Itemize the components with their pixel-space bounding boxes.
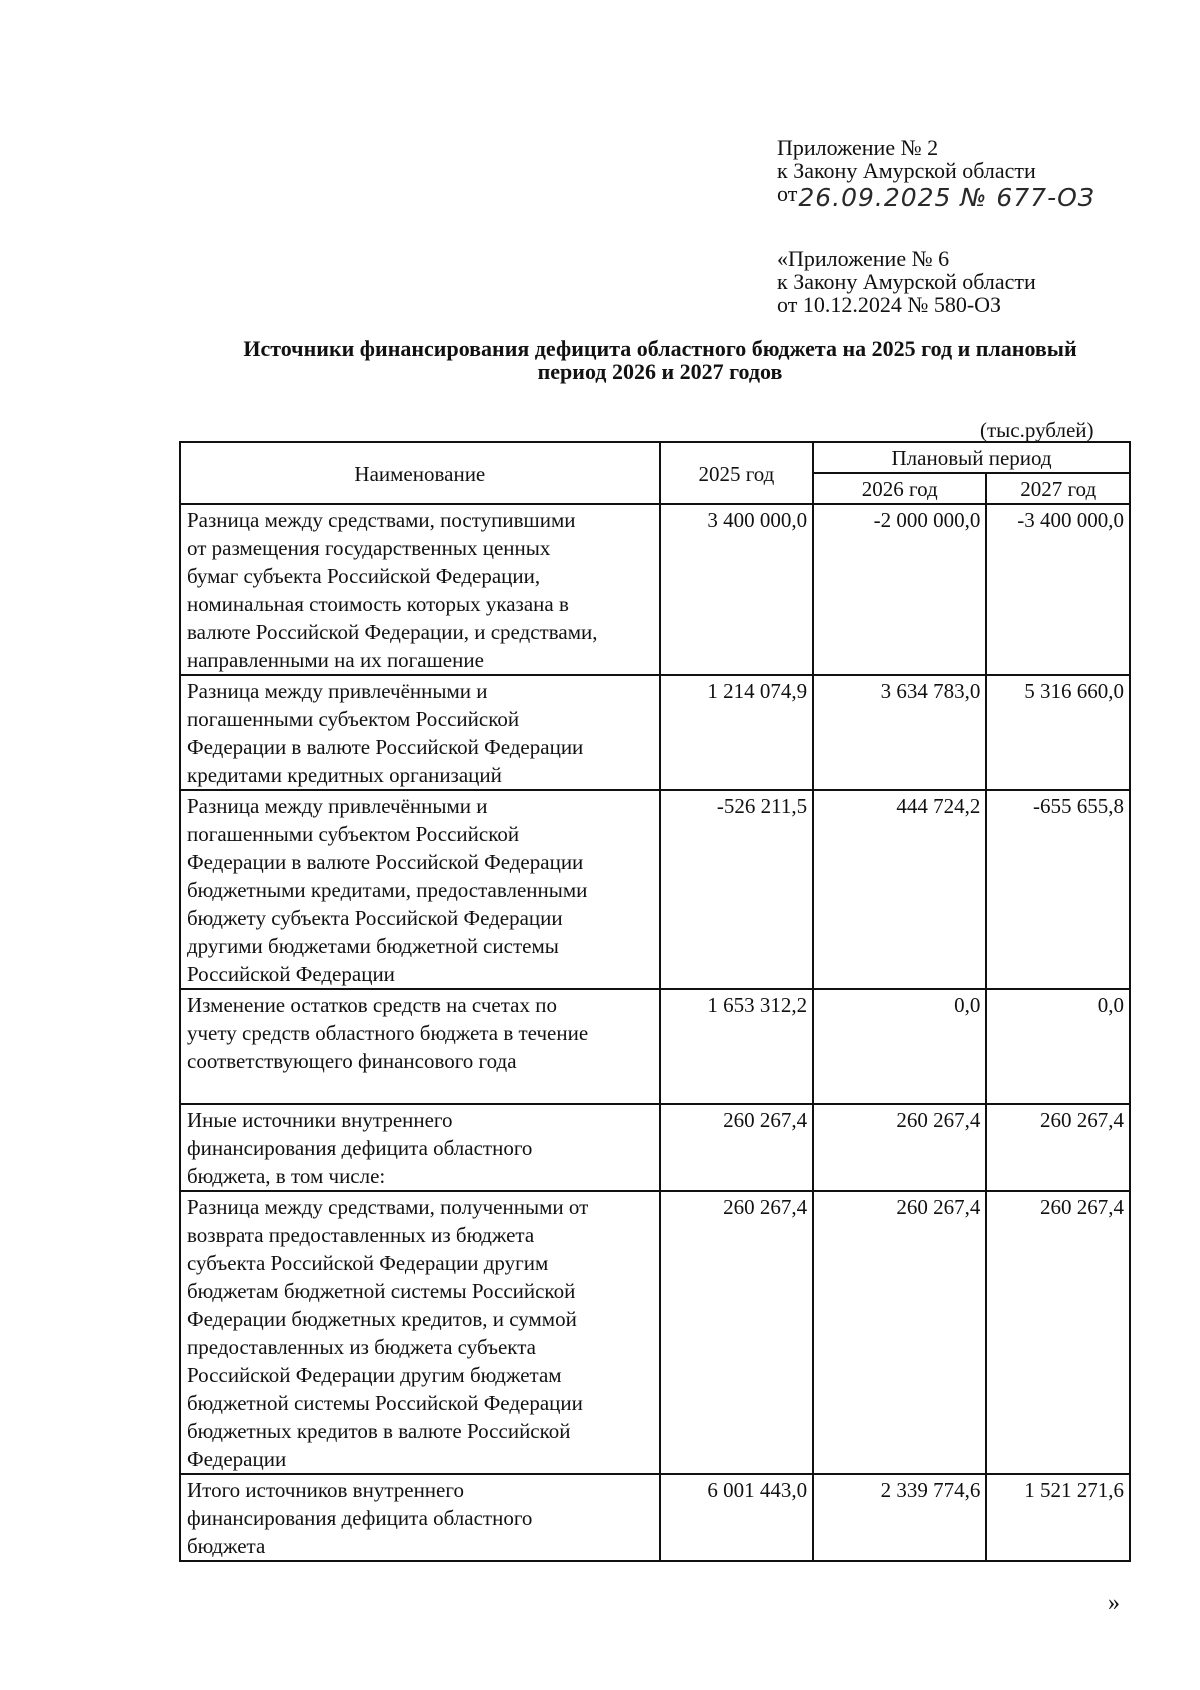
value-2026: 444 724,2 (813, 790, 986, 989)
row-name-line: возврата предоставленных из бюджета (187, 1223, 535, 1247)
appendix-2-date-prefix: от (777, 181, 798, 206)
row-name-line: кредитами кредитных организаций (187, 763, 502, 787)
row-name-line: бумаг субъекта Российской Федерации, (187, 564, 541, 588)
row-name-line: Иные источники внутреннего (187, 1108, 453, 1132)
row-name (180, 1104, 660, 1191)
row-name-line: предоставленных из бюджета субъекта (187, 1335, 536, 1359)
table-body (180, 504, 1130, 1561)
value-2027: 1 521 271,6 (986, 1474, 1130, 1561)
value-2026: 3 634 783,0 (813, 675, 986, 790)
value-2025: 6 001 443,0 (660, 1474, 813, 1561)
row-name-line (187, 1075, 653, 1103)
row-name-line: бюджету субъекта Российской Федерации (187, 906, 563, 930)
row-name-line: погашенными субъектом Российской (187, 822, 520, 846)
row-name (180, 790, 660, 989)
row-name-line: Разница между привлечёнными и (187, 794, 488, 818)
appendix-2-law: к Закону Амурской области (777, 158, 1036, 183)
value-2027: -3 400 000,0 (986, 504, 1130, 675)
value-2026: -2 000 000,0 (813, 504, 986, 675)
header-2026: 2026 год (813, 473, 986, 504)
table-row (180, 790, 1130, 989)
closing-quote-mark: » (1108, 1590, 1120, 1616)
value-2025: 3 400 000,0 (660, 504, 813, 675)
value-2025: 1 653 312,2 (660, 989, 813, 1104)
row-name (180, 989, 660, 1104)
row-name-line: номинальная стоимость которых указана в (187, 592, 569, 616)
appendix-6-title: «Приложение № 6 (777, 246, 950, 271)
row-name-line: субъекта Российской Федерации другим (187, 1251, 549, 1275)
value-2026: 2 339 774,6 (813, 1474, 986, 1561)
row-name-line: валюте Российской Федерации, и средствами, (187, 620, 598, 644)
table-row (180, 1191, 1130, 1474)
value-2026: 260 267,4 (813, 1104, 986, 1191)
row-name (180, 1474, 660, 1561)
row-name-line: бюджета, в том числе: (187, 1164, 386, 1188)
row-name-line: соответствующего финансового года (187, 1049, 517, 1073)
row-name-line: Разница между средствами, поступившими (187, 508, 576, 532)
value-2025: 260 267,4 (660, 1104, 813, 1191)
row-name-line: Федерации бюджетных кредитов, и суммой (187, 1307, 577, 1331)
row-name-line: бюджетных кредитов в валюте Российской (187, 1419, 571, 1443)
header-2027: 2027 год (986, 473, 1130, 504)
handwritten-date-number: 26.09.2025 № 677-ОЗ (798, 183, 1095, 212)
row-name-line: Итого источников внутреннего (187, 1478, 464, 1502)
appendix-6-law: к Закону Амурской области (777, 269, 1036, 294)
header-2025: 2025 год (660, 442, 813, 504)
value-2025: -526 211,5 (660, 790, 813, 989)
appendix-6-reference (777, 247, 1036, 316)
row-name-line: Федерации в валюте Российской Федерации (187, 735, 584, 759)
value-2027: -655 655,8 (986, 790, 1130, 989)
units-label: (тыс.рублей) (980, 418, 1094, 442)
row-name-line: Российской Федерации (187, 962, 395, 986)
value-2025: 1 214 074,9 (660, 675, 813, 790)
appendix-6-date: от 10.12.2024 № 580-ОЗ (777, 292, 1002, 317)
document-title-line-1: Источники финансирования дефицита областного бюджета на 2025 год и плановый (243, 336, 1077, 361)
row-name-line: бюджетной системы Российской Федерации (187, 1391, 583, 1415)
row-name-line: от размещения государственных ценных (187, 536, 551, 560)
row-name-line: финансирования дефицита областного (187, 1506, 533, 1530)
row-name (180, 504, 660, 675)
value-2027: 260 267,4 (986, 1104, 1130, 1191)
row-name-line: Разница между привлечёнными и (187, 679, 488, 703)
row-name-line: Разница между средствами, полученными от (187, 1195, 589, 1219)
value-2027: 260 267,4 (986, 1191, 1130, 1474)
row-name-line: финансирования дефицита областного (187, 1136, 533, 1160)
appendix-2-reference (777, 135, 1095, 212)
row-name-line: другими бюджетами бюджетной системы (187, 934, 559, 958)
value-2025: 260 267,4 (660, 1191, 813, 1474)
row-name-line: Российской Федерации другим бюджетам (187, 1363, 562, 1387)
row-name (180, 675, 660, 790)
row-name-line: бюджета (187, 1534, 266, 1558)
row-name-line: бюджетными кредитами, предоставленными (187, 878, 588, 902)
table-row (180, 1104, 1130, 1191)
value-2026: 260 267,4 (813, 1191, 986, 1474)
header-planned-period: Плановый период (813, 442, 1130, 473)
row-name-line: Изменение остатков средств на счетах по (187, 993, 557, 1017)
table-row (180, 989, 1130, 1104)
row-name-line: бюджетам бюджетной системы Российской (187, 1279, 576, 1303)
row-name-line: погашенными субъектом Российской (187, 707, 520, 731)
document-title (170, 337, 1150, 383)
header-name: Наименование (180, 442, 660, 504)
row-name-line: учету средств областного бюджета в течение (187, 1021, 589, 1045)
financing-sources-table (179, 441, 1131, 1562)
row-name-line: Федерации в валюте Российской Федерации (187, 850, 584, 874)
row-name (180, 1191, 660, 1474)
value-2026: 0,0 (813, 989, 986, 1104)
table-row (180, 504, 1130, 675)
value-2027: 0,0 (986, 989, 1130, 1104)
table-row (180, 675, 1130, 790)
table-row (180, 1474, 1130, 1561)
value-2027: 5 316 660,0 (986, 675, 1130, 790)
row-name-line: направленными на их погашение (187, 648, 484, 672)
appendix-2-title: Приложение № 2 (777, 135, 939, 160)
row-name-line: Федерации (187, 1447, 287, 1471)
appendix-2-date-line (777, 181, 1095, 212)
document-title-line-2: период 2026 и 2027 годов (537, 359, 783, 384)
